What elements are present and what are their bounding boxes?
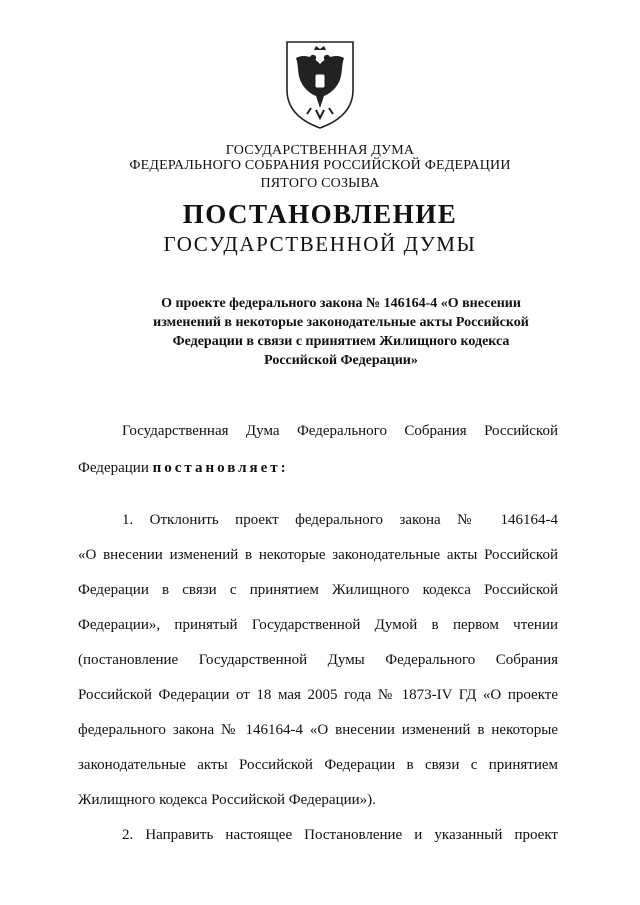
preamble-start: Федерации [78,460,149,476]
subject-line: изменений в некоторые законодательные акты Российской [153,315,529,330]
preamble-line [78,458,558,478]
item-1-line: Федерации», принятый Государственной Думой в первом чтении [78,617,558,633]
item-1-line: (постановление Государственной Думы Федерального Собрания [78,652,558,668]
convocation: ПЯТОГО СОЗЫВА [260,176,380,191]
subject-line: Российской Федерации» [264,353,418,368]
item-1-line: Жилищного кодекса Российской Федерации»). [78,792,376,808]
russian-coat-of-arms-icon [283,38,357,130]
document-title: ПОСТАНОВЛЕНИЕ [182,199,458,229]
item-1-line: законодательные акты Российской Федерации в связи с принятием [78,757,558,773]
item-1-line: федерального закона № 146164-4 «О внесении изменений в некоторые [78,722,558,738]
item-1-line: Федерации в связи с принятием Жилищного кодекса Российской [78,582,558,598]
item-1-line: 1. Отклонить проект федерального закона № 146164-4 [122,512,558,528]
document-subject [118,294,564,370]
resolves-keyword: постановляет: [152,460,289,476]
item-1-line: Российской Федерации от 18 мая 2005 года № 1873-IV ГД «О проекте [78,687,558,703]
preamble-line: Государственная Дума Федерального Собрания Российской [122,423,558,439]
assembly-name: ФЕДЕРАЛЬНОГО СОБРАНИЯ РОССИЙСКОЙ ФЕДЕРАЦИИ [129,158,511,173]
document-subtitle: ГОСУДАРСТВЕННОЙ ДУМЫ [163,232,477,256]
item-1-line: «О внесении изменений в некоторые законодательные акты Российской [78,547,558,563]
subject-line: Федерации в связи с принятием Жилищного кодекса [172,334,510,349]
item-2-line: 2. Направить настоящее Постановление и указанный проект [122,827,558,843]
subject-line: О проекте федерального закона № 146164-4 «О внесении [161,296,521,311]
parliament-name: ГОСУДАРСТВЕННАЯ ДУМА [225,143,415,158]
